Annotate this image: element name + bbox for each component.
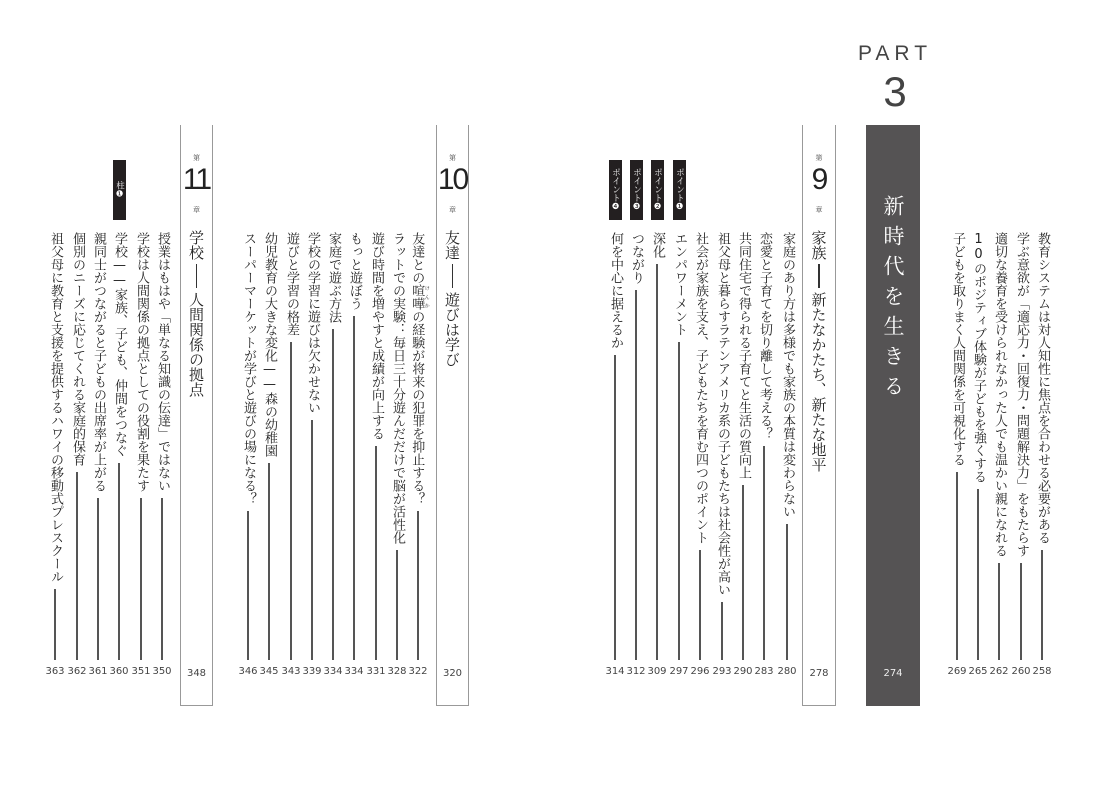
entry-ruby <box>409 284 430 310</box>
chapter-page-number: 278 <box>809 668 829 679</box>
entry-page-number[interactable]: 260 <box>1011 666 1031 677</box>
entry-page-number[interactable]: 262 <box>989 666 1009 677</box>
toc-entry[interactable] <box>259 232 279 660</box>
entry-page-number[interactable]: 345 <box>259 666 279 677</box>
entry-page-number[interactable]: 258 <box>1032 666 1052 677</box>
entry-page-number[interactable]: 361 <box>88 666 108 677</box>
leader-line <box>247 511 248 660</box>
part-number: 3 <box>883 68 907 115</box>
toc-entry[interactable] <box>109 232 129 660</box>
toc-entry[interactable] <box>1011 232 1031 660</box>
chapter-header[interactable] <box>436 125 469 706</box>
toc-entry[interactable] <box>152 232 172 660</box>
leader-line <box>763 446 764 660</box>
toc-entry[interactable] <box>45 232 65 660</box>
entry-title: 親同士がつながると子どもの出席率が上がる <box>91 232 106 492</box>
chapter-title <box>809 230 829 700</box>
entry-title: 幼児教育の大きな変化——森の幼稚園 <box>262 232 277 457</box>
entry-title: 個別のニーズに応じてくれる家庭的保育 <box>70 232 85 466</box>
entry-title: 家庭で遊ぶ方法 <box>326 232 341 323</box>
chapter-page-number: 320 <box>442 668 463 679</box>
entry-badge <box>651 160 664 220</box>
leader-line <box>268 463 269 660</box>
entry-title: 社会が家族を支え、子どもたちを育む四つのポイント <box>693 232 708 544</box>
chapter-title <box>187 230 207 700</box>
toc-entry[interactable] <box>1032 232 1052 660</box>
chapter-title-main: 友達 <box>443 230 461 260</box>
entry-title-before: 友達との <box>409 232 425 284</box>
chapter-title-main: 家族 <box>809 230 828 260</box>
chapter-prefix: 第 <box>193 154 200 162</box>
entry-page-number[interactable]: 350 <box>152 666 172 677</box>
toc-entry[interactable] <box>754 232 774 660</box>
entry-title: スーパーマーケットが学びと遊びの場になる？ <box>241 232 256 505</box>
entry-title: つながり <box>629 232 644 284</box>
leader-line <box>1020 563 1021 660</box>
entry-page-number[interactable]: 283 <box>754 666 774 677</box>
toc-entry[interactable] <box>302 232 322 660</box>
chapter-number: 9 <box>811 163 827 196</box>
entry-title: 学校は人間関係の拠点としての役割を果たす <box>134 232 149 492</box>
leader-line <box>54 589 55 660</box>
part-page-number: 274 <box>883 668 903 679</box>
leader-line <box>786 524 787 660</box>
chapter-suffix: 章 <box>449 206 456 214</box>
badge-label: 柱❶ <box>114 180 125 200</box>
entry-title: 適切な養育を受けられなかった人でも温かい親になれる <box>992 232 1007 557</box>
toc-entry[interactable] <box>712 232 732 660</box>
entry-badge <box>609 160 622 220</box>
toc-entry[interactable] <box>387 232 407 660</box>
leader-line <box>417 511 418 660</box>
leader-line <box>311 420 312 660</box>
entry-title: 何を中心に据えるか <box>608 232 623 349</box>
leader-line <box>118 463 119 660</box>
toc-entry[interactable] <box>690 232 710 660</box>
entry-badge <box>630 160 643 220</box>
toc-entry[interactable] <box>344 232 364 660</box>
chapter-title-sub: 新たなかたち、新たな地平 <box>809 292 828 472</box>
leader-line <box>977 489 978 660</box>
title-dash <box>818 264 820 288</box>
toc-entry[interactable] <box>968 232 988 660</box>
ruby-base: 喧嘩 <box>409 284 425 310</box>
leader-line <box>396 550 397 660</box>
toc-entry[interactable] <box>88 232 108 660</box>
title-dash <box>452 264 454 288</box>
leader-line <box>353 316 354 660</box>
entry-title: 学校の学習に遊びは欠かせない <box>305 232 320 414</box>
entry-title: エンパワーメント <box>672 232 687 336</box>
leader-line <box>140 498 141 660</box>
leader-line <box>614 355 615 660</box>
part-label: PART <box>857 42 933 65</box>
toc-entry[interactable] <box>408 232 428 660</box>
entry-badge <box>673 160 686 220</box>
entry-page-number[interactable]: 331 <box>366 666 386 677</box>
badge-label: ポイント❹ <box>610 168 621 212</box>
toc-entry[interactable] <box>131 232 151 660</box>
leader-line <box>332 329 333 660</box>
chapter-title-sub: 人間関係の拠点 <box>187 292 205 397</box>
entry-page-number[interactable]: 360 <box>109 666 129 677</box>
entry-page-number[interactable]: 293 <box>712 666 732 677</box>
leader-line <box>290 342 291 660</box>
entry-page-number[interactable]: 296 <box>690 666 710 677</box>
entry-title: もっと遊ぼう <box>347 232 362 310</box>
chapter-header[interactable] <box>180 125 213 706</box>
chapter-suffix: 章 <box>193 206 200 214</box>
leader-line <box>161 498 162 660</box>
entry-title: 恋愛と子育てを切り離して考える？ <box>757 232 772 440</box>
entry-page-number[interactable]: 339 <box>302 666 322 677</box>
toc-entry[interactable] <box>366 232 386 660</box>
leader-line <box>721 602 722 660</box>
leader-line <box>742 485 743 660</box>
chapter-prefix: 第 <box>449 154 456 162</box>
toc-entry[interactable] <box>605 232 625 660</box>
toc-entry[interactable] <box>947 232 967 660</box>
entry-title: 祖父母に教育と支援を提供するハワイの移動式プレスクール <box>48 232 63 583</box>
toc-entry[interactable] <box>777 232 797 660</box>
title-dash <box>196 264 198 288</box>
entry-page-number[interactable]: 280 <box>777 666 797 677</box>
entry-title-after: の経験が将来の犯罪を抑止する？ <box>409 310 425 505</box>
chapter-title-main: 学校 <box>187 230 205 260</box>
entry-badge <box>113 160 126 220</box>
chapter-number: 11 <box>182 163 211 196</box>
entry-title: 学ぶ意欲が「適応力・回復力・問題解決力」をもたらす <box>1014 232 1029 557</box>
leader-line <box>97 498 98 660</box>
entry-page-number[interactable]: 351 <box>131 666 151 677</box>
leader-line <box>375 446 376 660</box>
entry-title: 共同住宅で得られる子育てと生活の質向上 <box>736 232 751 479</box>
entry-title: 家庭のあり方は多様でも家族の本質は変わらない <box>780 232 795 518</box>
chapter-header[interactable] <box>802 125 836 706</box>
chapter-title <box>443 230 463 700</box>
entry-title: 10のポジティブ体験が子どもを強くする <box>971 232 986 483</box>
entry-title: 学校——家族、子ども、仲間をつなぐ <box>112 232 127 457</box>
entry-title: 教育システムは対人知性に焦点を合わせる必要がある <box>1035 232 1050 544</box>
toc-entry[interactable] <box>238 232 258 660</box>
entry-page-number[interactable]: 297 <box>669 666 689 677</box>
toc-entry[interactable] <box>669 232 689 660</box>
leader-line <box>699 550 700 660</box>
toc-entry[interactable] <box>733 232 753 660</box>
entry-title: 子どもを取りまく人間関係を可視化する <box>950 232 965 466</box>
entry-page-number[interactable]: 328 <box>387 666 407 677</box>
entry-title <box>406 232 430 505</box>
entry-page-number[interactable]: 362 <box>67 666 87 677</box>
entry-page-number[interactable]: 363 <box>45 666 65 677</box>
toc-entry[interactable] <box>67 232 87 660</box>
entry-page-number[interactable]: 343 <box>281 666 301 677</box>
entry-page-number[interactable]: 322 <box>408 666 428 677</box>
chapter-title-sub: 遊びは学び <box>443 292 461 367</box>
entry-page-number[interactable]: 314 <box>605 666 625 677</box>
entry-title: 祖父母と暮らすラテンアメリカ系の子どもたちは社会性が高い <box>715 232 730 596</box>
entry-page-number[interactable]: 346 <box>238 666 258 677</box>
entry-title: 遊び時間を増やすと成績が向上する <box>369 232 384 440</box>
entry-title: 深化 <box>650 232 665 258</box>
entry-page-number[interactable]: 290 <box>733 666 753 677</box>
badge-label: ポイント❶ <box>674 168 685 212</box>
chapter-prefix: 第 <box>815 154 823 162</box>
toc-entry[interactable] <box>323 232 343 660</box>
entry-page-number[interactable]: 309 <box>647 666 667 677</box>
toc-entry[interactable] <box>281 232 301 660</box>
leader-line <box>998 563 999 660</box>
part-title: 新時代を生きる <box>881 195 905 405</box>
entry-page-number[interactable]: 334 <box>344 666 364 677</box>
entry-page-number[interactable]: 265 <box>968 666 988 677</box>
leader-line <box>956 472 957 660</box>
entry-title: 授業はもはや「単なる知識の伝達」ではない <box>155 232 170 492</box>
badge-label: ポイント❷ <box>652 168 663 212</box>
chapter-suffix: 章 <box>815 206 823 214</box>
toc-entry[interactable] <box>626 232 646 660</box>
chapter-number: 10 <box>437 163 468 196</box>
entry-title: 遊びと学習の格差 <box>284 232 299 336</box>
toc-entry[interactable] <box>647 232 667 660</box>
leader-line <box>656 264 657 660</box>
chapter-page-number: 348 <box>186 668 207 679</box>
leader-line <box>76 472 77 660</box>
toc-entry[interactable] <box>989 232 1009 660</box>
leader-line <box>1041 550 1042 660</box>
ruby-text: けんか <box>423 284 430 310</box>
leader-line <box>635 290 636 660</box>
part-title-box[interactable] <box>866 125 920 706</box>
entry-title: ラットでの実験：毎日三十分遊んだだけで脳が活性化 <box>390 232 405 544</box>
entry-page-number[interactable]: 334 <box>323 666 343 677</box>
badge-label: ポイント❸ <box>631 168 642 212</box>
entry-page-number[interactable]: 269 <box>947 666 967 677</box>
entry-page-number[interactable]: 312 <box>626 666 646 677</box>
leader-line <box>678 342 679 660</box>
